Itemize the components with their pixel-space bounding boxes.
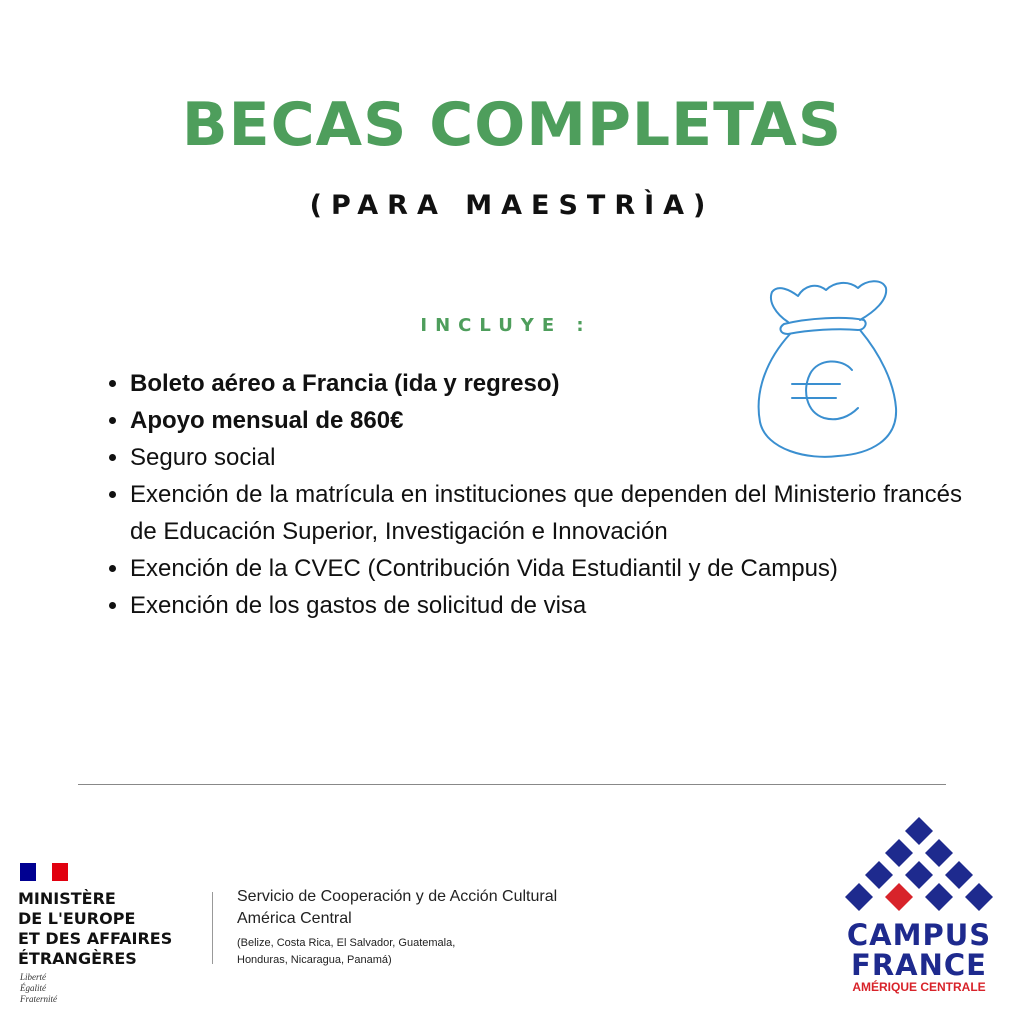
service-region: América Central <box>237 910 352 927</box>
campus-france-red-diamond <box>885 883 913 911</box>
page-subtitle: (PARA MAESTRÌA) <box>309 190 715 221</box>
benefit-social-security: • Seguro social <box>130 439 962 476</box>
page-title: BECAS COMPLETAS <box>181 90 843 160</box>
service-info <box>237 886 657 969</box>
campus-france-name <box>834 920 1004 980</box>
benefits-list <box>108 365 962 624</box>
benefit-tuition-exemption: • Exención de la matrícula en instituciones que dependen del Ministerio francés de Educación Superior, Investigación e Innovación <box>130 476 962 550</box>
flag-red-band <box>52 863 68 881</box>
campus-france-blue-diamond <box>925 839 953 867</box>
footer-divider <box>78 784 946 785</box>
campus-france-blue-diamond <box>885 839 913 867</box>
flag-blue-band <box>20 863 36 881</box>
campus-france-blue-diamond <box>865 861 893 889</box>
campus-france-blue-diamond <box>905 817 933 845</box>
campus-france-diamond-icon <box>844 815 994 921</box>
flag-white-band <box>36 863 52 881</box>
campus-france-blue-diamond <box>925 883 953 911</box>
campus-france-line1: CAMPUS <box>846 918 992 952</box>
service-name: Servicio de Cooperación y de Acción Cultural <box>237 888 558 905</box>
footer-separator <box>212 892 213 964</box>
campus-france-line2: FRANCE <box>851 948 987 982</box>
ministry-motto: Liberté Égalité Fraternité <box>20 972 57 1004</box>
benefit-monthly-support: • Apoyo mensual de 860€ <box>130 402 962 439</box>
benefit-flight: • Boleto aéreo a Francia (ida y regreso) <box>130 365 962 402</box>
campus-france-blue-diamond <box>905 861 933 889</box>
campus-france-blue-diamond <box>845 883 873 911</box>
ministry-logo <box>18 863 198 1013</box>
benefit-visa-exemption: • Exención de los gastos de solicitud de visa <box>130 587 962 624</box>
service-countries: (Belize, Costa Rica, El Salvador, Guatemala, Honduras, Nicaragua, Panamá) <box>237 937 456 966</box>
ministry-name: MINISTÈRE DE L'EUROPE ET DES AFFAIRES ÉTRANGÈRES <box>18 889 173 968</box>
includes-label: INCLUYE : <box>420 315 592 336</box>
campus-france-region: AMÉRIQUE CENTRALE <box>852 980 986 994</box>
benefit-cvec-exemption: • Exención de la CVEC (Contribución Vida Estudiantil y de Campus) <box>130 550 962 587</box>
campus-france-blue-diamond <box>945 861 973 889</box>
campus-france-blue-diamond <box>965 883 993 911</box>
french-flag-icon <box>20 863 68 881</box>
